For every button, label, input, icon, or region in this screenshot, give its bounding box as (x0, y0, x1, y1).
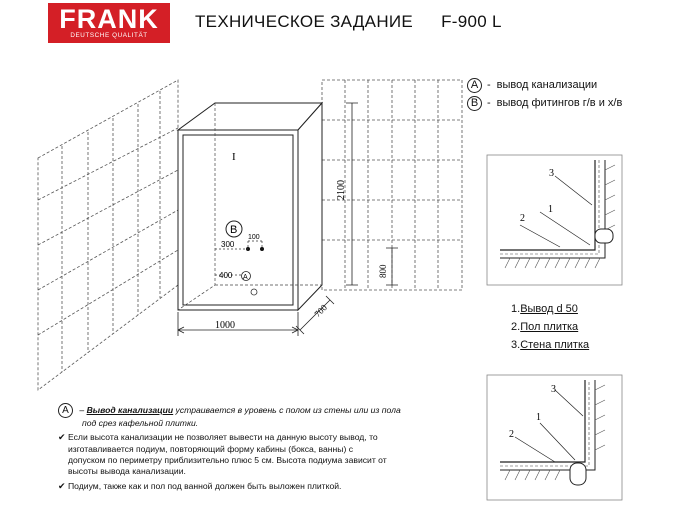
component-1 (511, 303, 578, 315)
note-a-dash: – (77, 404, 87, 415)
legend-mark-b: B (467, 96, 482, 111)
component-label: Стена плитка (520, 339, 590, 351)
dim-height-text: 2100 (336, 180, 347, 200)
detail-bottom-n3: 3 (551, 384, 556, 395)
dim-a-offset: 400 (219, 271, 233, 280)
detail-top (487, 155, 622, 285)
check-icon: ✔ (58, 432, 66, 443)
note-a (58, 403, 478, 418)
a-marker-label: A (243, 274, 248, 281)
detail-top-n2: 2 (520, 213, 525, 224)
shower-cabin (178, 103, 322, 310)
detail-top-n3: 3 (549, 168, 554, 179)
note-2-text: Подиум, также как и пол под ванной должен быть выложен плиткой. (68, 481, 342, 492)
dim-b-offset: 300 (221, 240, 235, 249)
component-2 (511, 321, 578, 333)
note-1-line4: высоты вывода канализации. (68, 466, 186, 477)
dim-width-line (178, 312, 298, 336)
dim-outlet-text: 800 (378, 264, 388, 278)
note-1 (58, 432, 478, 443)
note-2 (58, 481, 478, 492)
detail-top-n1: 1 (548, 204, 553, 215)
component-label: Вывод d 50 (520, 303, 578, 315)
note-a-text: устраивается в уровень с полом из стены или из пола (173, 404, 401, 415)
dim-width-text: 1000 (215, 320, 235, 331)
model-number: F-900 L (441, 12, 502, 31)
check-icon: ✔ (58, 481, 66, 492)
drain-outlet (251, 289, 257, 295)
note-1-line1: Если высота канализации не позволяет вывести на данную высоту вывод, то (68, 432, 378, 443)
component-num: 1. (511, 303, 521, 315)
note-a-text2: под срез кафельной плитки. (82, 418, 199, 428)
detail-bottom-n1: 1 (536, 412, 541, 423)
dim-b-spacing: 100 (248, 234, 260, 241)
legend-dash: - (487, 79, 491, 91)
legend-mark-a: A (467, 78, 482, 93)
legend-text-b: вывод фитингов г/в и х/в (496, 97, 623, 109)
legend-text-a: вывод канализации (496, 79, 598, 91)
note-1-line3: допуском по периметру приблизительно плюс 5 см. Высота подиума зависит от (68, 454, 387, 465)
note-1-line2: изготавливается подиум, повторяющий форму кабины (бокса, ванны) с (68, 443, 354, 454)
logo-tagline: DEUTSCHE QUALITÄT (70, 32, 148, 39)
title-text: ТЕХНИЧЕСКОЕ ЗАДАНИЕ (195, 12, 414, 31)
logo-brand: FRANK (59, 4, 159, 34)
inner-mark: I (232, 151, 236, 163)
legend-dash: - (487, 97, 491, 109)
b-marker-label: B (230, 224, 238, 236)
component-label: Пол плитка (520, 321, 579, 333)
note-a-mark: A (58, 403, 73, 418)
dim-height-line (346, 103, 358, 285)
dim-depth-text: 700 (312, 302, 329, 320)
note-a-title: Вывод канализации (86, 404, 174, 415)
detail-bottom (487, 375, 622, 500)
detail-bottom-n2: 2 (509, 429, 514, 440)
component-num: 3. (511, 339, 521, 351)
component-num: 2. (511, 321, 521, 333)
tile-grid-left (38, 80, 178, 390)
notes-block (58, 403, 478, 493)
component-3 (511, 339, 589, 351)
b-fitting-2 (260, 247, 264, 251)
